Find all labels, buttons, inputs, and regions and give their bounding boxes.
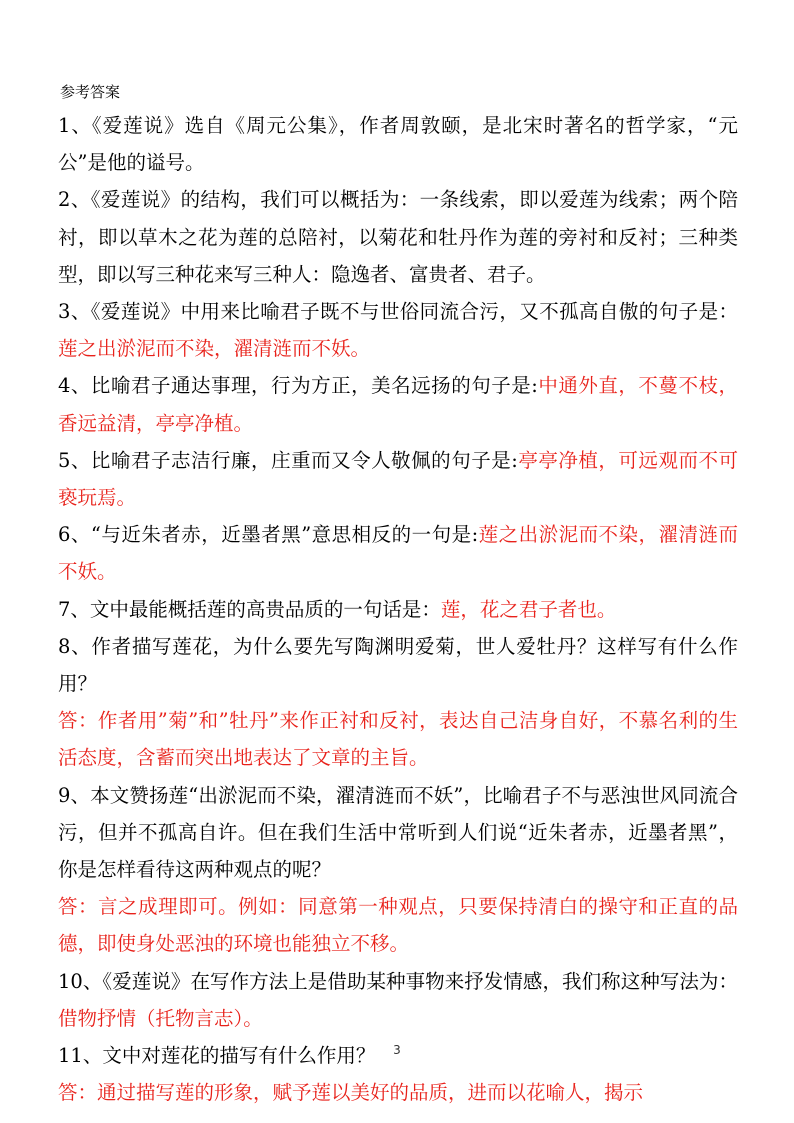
- answer-heading: 参考答案: [60, 83, 121, 101]
- answer-item: [58, 963, 738, 1037]
- question-text: 5、比喻君子志洁行廉，庄重而又令人敬佩的句子是:: [58, 448, 518, 472]
- answer-item: [58, 181, 738, 293]
- answer-text: 莲，花之君子者也。: [440, 597, 617, 621]
- question-text: 11、文中对莲花的描写有什么作用？: [58, 1044, 376, 1068]
- question-text: 10、《爱莲说》在写作方法上是借助某种事物来抒发情感，我们称这种写法为：: [58, 969, 738, 993]
- answer-item: [58, 1074, 738, 1111]
- question-text: 2、《爱莲说》的结构，我们可以概括为：一条线索，即以爱莲为线索；两个陪衬，即以草木之花为莲的总陪衬，以菊花和牡丹作为莲的旁衬和反衬；三种类型，即以写三种花来写三种人：隐逸者、富贵者、君子。: [58, 188, 738, 286]
- answer-item: [58, 702, 738, 776]
- answer-item: [58, 442, 738, 516]
- question-text: 6、“与近朱者赤，近墨者黑”意思相反的一句是:: [58, 523, 479, 547]
- answer-text: 莲之出淤泥而不染，濯清涟而不妖。: [58, 523, 738, 584]
- answer-item: [58, 777, 738, 889]
- answer-item: [58, 293, 738, 367]
- answer-text: 答：通过描写莲的形象，赋予莲以美好的品质，进而以花喻人，揭示: [58, 1081, 644, 1105]
- answer-item: [58, 107, 738, 181]
- page-number: 3: [393, 1043, 401, 1057]
- answer-text: 借物抒情（托物言志）。: [58, 1006, 263, 1030]
- answer-text: 答：言之成理即可。例如：同意第一种观点，只要保持清白的操守和正直的品德，即使身处恶浊的环境也能独立不移。: [58, 895, 738, 956]
- answer-item: [58, 516, 738, 590]
- answer-text: 答：作者用”菊”和”牡丹”来作正衬和反衬，表达自己洁身自好，不慕名利的生活态度，含蓄而突出地表达了文章的主旨。: [58, 709, 738, 770]
- answer-item: [58, 591, 738, 628]
- answer-text: 中通外直，不蔓不枝，香远益清，亭亭净植。: [58, 374, 738, 435]
- answer-text: 亭亭净植，可远观而不可亵玩焉。: [58, 448, 738, 510]
- question-text: 4、比喻君子通达事理，行为方正，美名远扬的句子是:: [58, 374, 538, 398]
- answer-item: [58, 367, 738, 441]
- question-text: 7、文中最能概括莲的高贵品质的一句话是：: [58, 597, 441, 621]
- question-text: 3、《爱莲说》中用来比喻君子既不与世俗同流合污，又不孤高自傲的句子是：: [58, 300, 738, 324]
- answer-item: [58, 888, 738, 962]
- answer-text: 莲之出淤泥而不染，濯清涟而不妖。: [58, 337, 371, 361]
- answer-item: [58, 628, 738, 702]
- answer-list: [58, 107, 738, 1111]
- question-text: 8、作者描写莲花，为什么要先写陶渊明爱菊，世人爱牡丹？这样写有什么作用？: [58, 634, 738, 696]
- question-text: 1、《爱莲说》选自《周元公集》，作者周敦颐，是北宋时著名的哲学家，“元公”是他的谥号。: [58, 114, 738, 175]
- question-text: 9、本文赞扬莲“出淤泥而不染，濯清涟而不妖”，比喻君子不与恶浊世风同流合污，但并不孤高自许。但在我们生活中常听到人们说“近朱者赤，近墨者黑”，你是怎样看待这两种观点的呢？: [58, 783, 738, 882]
